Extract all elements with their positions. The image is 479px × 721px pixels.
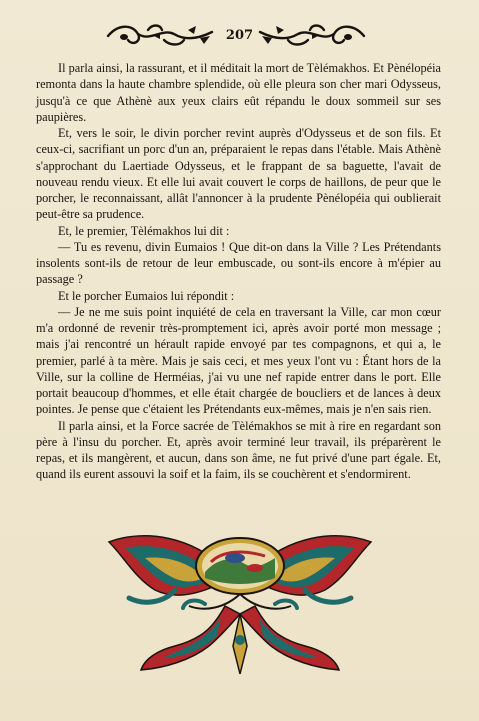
- paragraph: Et, le premier, Tèlémakhos lui dit :: [58, 223, 230, 238]
- page-number: 207: [225, 28, 254, 43]
- paragraph: Et, vers le soir, le divin porcher revint auprès d'Odysseus et de son fils. Et ceux-ci, sacrifiant un porc d'un an, préparaient le repas dans l'étable. Mais Athènè s'approchant du Laertiade Odysseus, et le frappant de sa baguette, l'avait de nouveau rendu vieux. Et elle lui avait couvert le corps de haillons, de peur que le porcher, le reconnaissant, allât l'annoncer à la prudente Pènélopéia qui oublierait peut-être sa prudence.: [36, 126, 441, 222]
- paragraph: Il parla ainsi, la rassurant, et il méditait la mort de Tèlémakhos. Et Pènélopéia remonta dans la haute chambre splendide, où elle pleura son cher mari Odysseus, jusqu'à ce que Athènè aux yeux clairs eût répandu le doux sommeil sur ses paupières.: [36, 61, 441, 124]
- scroll-ornament-icon: [256, 22, 368, 50]
- paragraph: — Je ne me suis point inquiété de cela en traversant la Ville, car mon cœur m'a ordonné de revenir très-promptement ici, après avoir porté mon message ; mais j'ai rencontré un hérault rapide envoyé par tes compagnons, et qui a, le premier, parlé à ta mère. Mais je sais ceci, et mes yeux l'ont vu : Étant hors de la Ville, sur la colline de Herméias, j'ai vu une nef rapide entrer dans le port. Elle portait beaucoup d'hommes, et elle était chargée de boucliers et de lances à deux pointes. Je pense que c'étaient les Prétendants eux-mêmes, mais je n'en sais rien.: [36, 304, 441, 417]
- paragraph: — Tu es revenu, divin Eumaios ! Que dit-on dans la Ville ? Les Prétendants insolents sont-ils de retour de leur embuscade, ou sont-ils encore à m'épier au passage ?: [36, 239, 441, 287]
- decorative-tailpiece-icon: [105, 528, 375, 678]
- paragraph: Il parla ainsi, et la Force sacrée de Tèlémakhos se mit à rire en regardant son père à l'insu du porcher. Et, après avoir terminé leur travail, ils préparèrent le repas, et ils mangèrent, et aucun, dans son âme, ne fut privé d'une part égale. Et, quand ils eurent assouvi la soif et la faim, ils se couchèrent et s'endormirent.: [36, 418, 441, 482]
- page-header: [0, 18, 479, 54]
- central-medallion: [196, 538, 284, 594]
- body-text: [36, 60, 441, 483]
- paragraph: Et le porcher Eumaios lui répondit :: [58, 288, 235, 303]
- lower-knot-ornament: [141, 594, 339, 674]
